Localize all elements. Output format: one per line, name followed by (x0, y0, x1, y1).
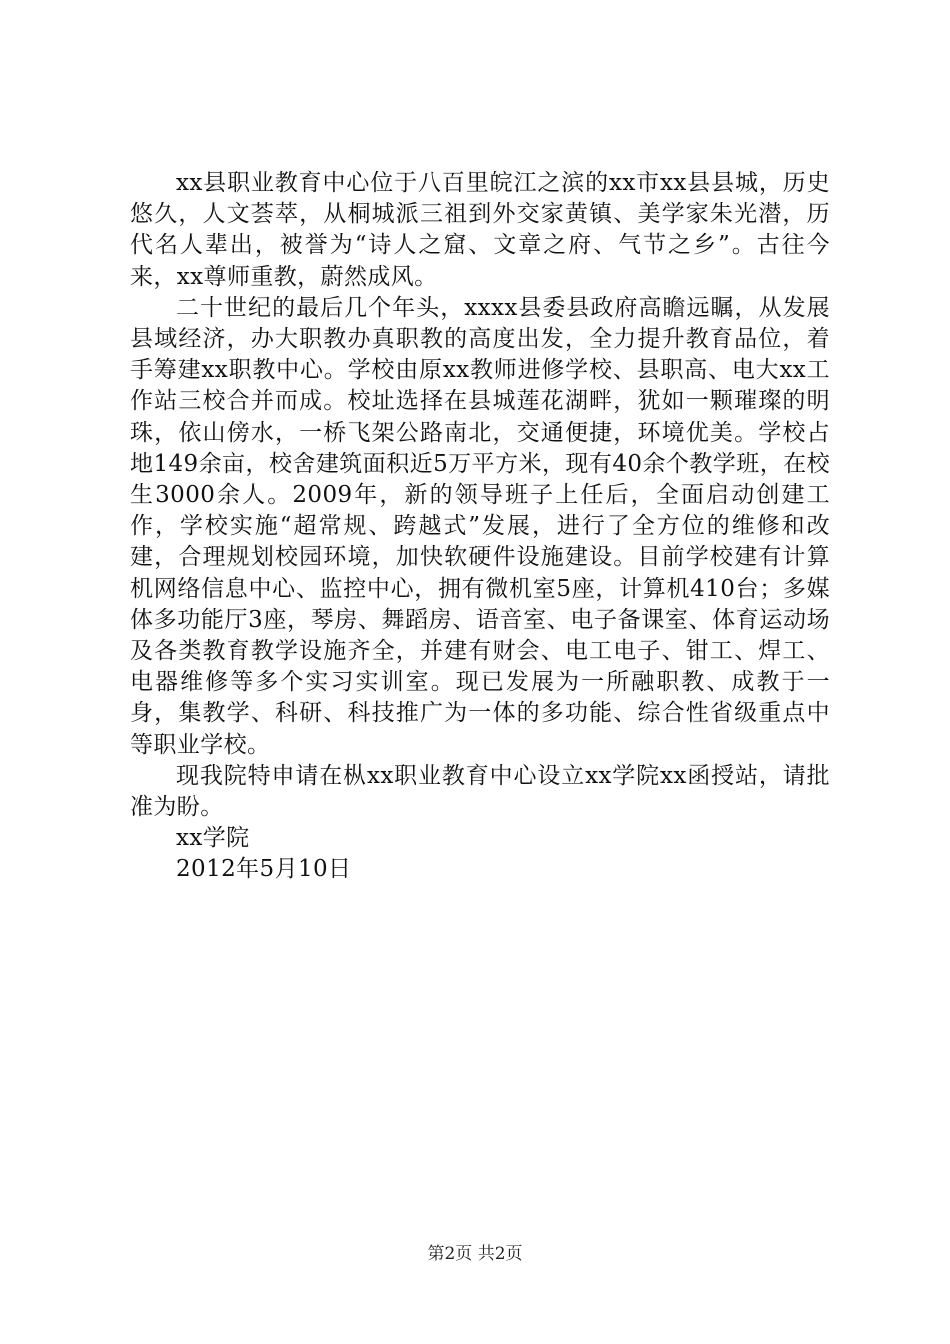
document-date: 2012年5月10日 (176, 856, 352, 883)
paragraph-intro: xx县职业教育中心位于八百里皖江之滨的xx市xx县县城，历史悠久，人文荟萃，从桐城派三祖到外交家黄镇、美学家朱光潜，历代名人辈出，被誉为“诗人之窟、文章之府、气节之乡”。古往今来，xx尊师重教，蔚然成风。 (130, 170, 830, 290)
signature: xx学院 (176, 825, 250, 852)
paragraph-request: 现我院特申请在枞xx职业教育中心设立xx学院xx函授站，请批准为盼。 (130, 762, 830, 821)
document-body (130, 168, 830, 886)
page-number: 第2页 共2页 (427, 1244, 523, 1264)
paragraph-history: 二十世纪的最后几个年头，xxxx县委县政府高瞻远瞩，从发展县域经济，办大职教办真职教的高度出发，全力提升教育品位，着手筹建xx职教中心。学校由原xx教师进修学校、县职高、电大xx工作站三校合并而成。校址选择在县城莲花湖畔，犹如一颗璀璨的明珠，依山傍水，一桥飞架公路南北，交通便捷，环境优美。学校占地149余亩，校舍建筑面积近5万平方米，现有40余个教学班，在校生3000余人。2009年，新的领导班子上任后，全面启动创建工作，学校实施“超常规、跨越式”发展，进行了全方位的维修和改建，合理规划校园环境，加快软硬件设施建设。目前学校建有计算机网络信息中心、监控中心，拥有微机室5座，计算机410台；多媒体多功能厅3座，琴房、舞蹈房、语音室、电子备课室、体育运动场及各类教育教学设施齐全，并建有财会、电工电子、钳工、焊工、电器维修等多个实习实训室。现已发展为一所融职教、成教于一身，集教学、科研、科技推广为一体的多功能、综合性省级重点中等职业学校。 (130, 294, 830, 758)
